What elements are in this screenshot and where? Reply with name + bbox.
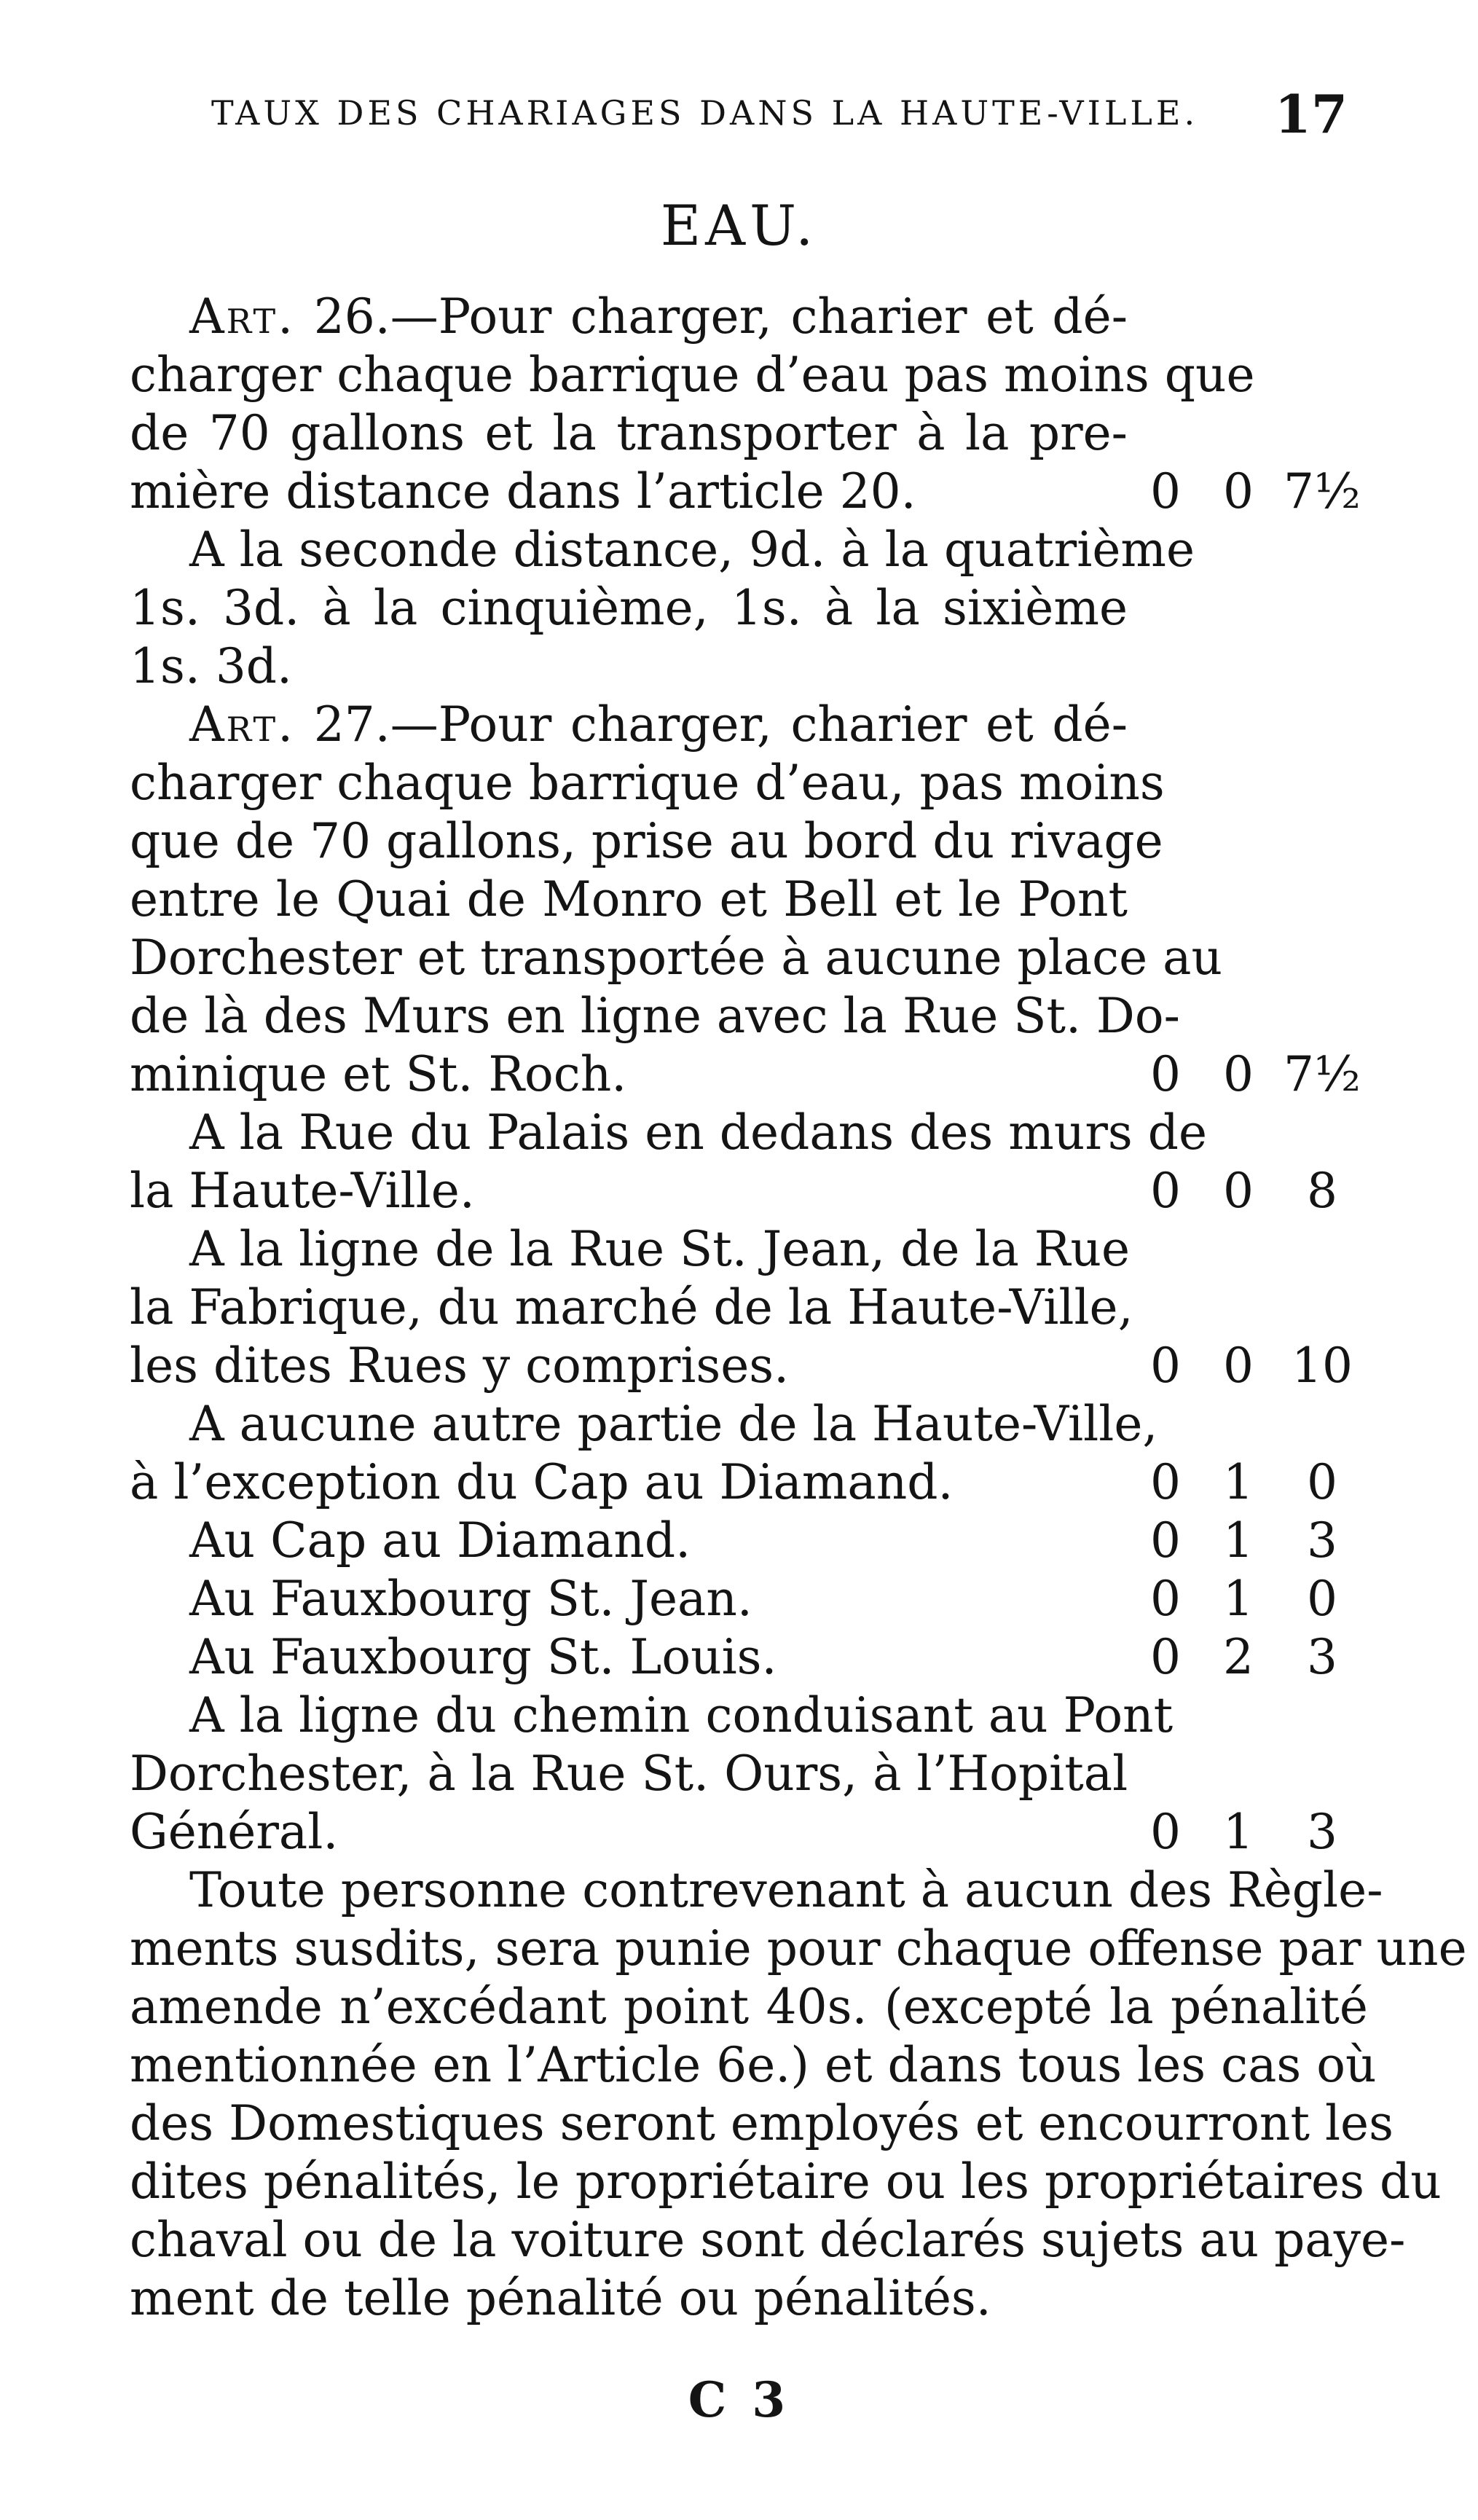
article-text: 26.—Pour charger, charier et dé- — [313, 288, 1128, 345]
penalty-line-6: dites pénalités, le propriétaire ou les propriétaires du — [130, 2154, 1442, 2210]
entry-stjean-line-3: les dites Rues y comprises. — [130, 1338, 790, 1394]
entry-chemin-line-2: Dorchester, à la Rue St. Ours, à l’Hopital — [130, 1746, 1128, 1802]
amount-shillings: 0 — [1223, 1338, 1254, 1394]
amount-shillings: 0 — [1223, 463, 1254, 519]
entry-fauxbourg-louis-amount — [1133, 1628, 1373, 1687]
art27-line-5: Dorchester et transportée à aucune place au — [130, 930, 1222, 986]
entry-other-amount — [1133, 1453, 1373, 1512]
amount-pence: 0 — [1307, 1571, 1337, 1627]
entry-palais-line-1: A la Rue du Palais en dedans des murs de — [189, 1104, 1208, 1161]
entry-palais-line-2: la Haute-Ville. — [130, 1163, 475, 1219]
entry-stjean-line-2: la Fabrique, du marché de la Haute-Ville, — [130, 1279, 1133, 1335]
amount-pounds: 0 — [1150, 1163, 1181, 1219]
section-title: EAU. — [660, 193, 818, 258]
penalty-line-1: Toute personne contrevenant à aucun des Règle- — [189, 1862, 1383, 1918]
amount-pounds: 0 — [1150, 1512, 1181, 1569]
art27-line-3: que de 70 gallons, prise au bord du rivage — [130, 813, 1163, 869]
entry-fauxbourg-louis-line-1: Au Fauxbourg St. Louis. — [189, 1629, 777, 1685]
penalty-line-5: des Domestiques seront employés et encourront les — [130, 2095, 1394, 2151]
amount-pence: 3 — [1307, 1804, 1337, 1860]
amount-shillings: 1 — [1223, 1804, 1254, 1860]
amount-shillings: 1 — [1223, 1454, 1254, 1510]
amount-pence: 7½ — [1284, 1046, 1361, 1102]
art27-line-4: entre le Quai de Monro et Bell et le Pont — [130, 871, 1128, 927]
entry-chemin-amount — [1133, 1803, 1373, 1861]
entry-palais-amount — [1133, 1162, 1373, 1220]
entry-stjean-line-1: A la ligne de la Rue St. Jean, de la Rue — [189, 1221, 1131, 1277]
entry-other-line-1: A aucune autre partie de la Haute-Ville, — [189, 1396, 1158, 1452]
art26-distance-line-2: 1s. 3d. à la cinquième, 1s. à la sixième — [130, 580, 1128, 636]
amount-pence: 10 — [1292, 1338, 1353, 1394]
art27-line-1 — [189, 696, 1128, 754]
penalty-line-3: amende n’excédant point 40s. (excepté la pénalité — [130, 1979, 1368, 2035]
amount-pence: 0 — [1307, 1454, 1337, 1510]
art27-line-2: charger chaque barrique d’eau, pas moins — [130, 755, 1165, 811]
running-head — [211, 83, 1348, 145]
amount-pence: 7½ — [1284, 463, 1361, 519]
amount-shillings: 0 — [1223, 1163, 1254, 1219]
amount-pence: 3 — [1307, 1512, 1337, 1569]
entry-fauxbourg-jean-line-1: Au Fauxbourg St. Jean. — [189, 1571, 752, 1627]
art26-distance-line-3: 1s. 3d. — [130, 638, 293, 694]
amount-shillings: 1 — [1223, 1512, 1254, 1569]
page-number: 17 — [1274, 83, 1348, 145]
penalty-line-4: mentionnée en l’Article 6e.) et dans tous les cas où — [130, 2037, 1377, 2093]
entry-chemin-line-3: Général. — [130, 1804, 339, 1860]
amount-pounds: 0 — [1150, 1629, 1181, 1685]
penalty-line-2: ments susdits, sera punie pour chaque offense par une — [130, 1920, 1467, 1977]
amount-pence: 3 — [1307, 1629, 1337, 1685]
entry-cap-line-1: Au Cap au Diamand. — [189, 1512, 691, 1569]
entry-stjean-amount — [1133, 1337, 1373, 1395]
entry-other-line-2: à l’exception du Cap au Diamand. — [130, 1454, 954, 1510]
amount-pounds: 0 — [1150, 1454, 1181, 1510]
art26-line-2: charger chaque barrique d’eau pas moins que — [130, 347, 1255, 403]
entry-fauxbourg-jean-amount — [1133, 1570, 1373, 1628]
art26-line-4: mière distance dans l’article 20. — [130, 463, 916, 519]
amount-pounds: 0 — [1150, 1046, 1181, 1102]
article-text: 27.—Pour charger, charier et dé- — [313, 696, 1128, 753]
penalty-line-7: chaval ou de la voiture sont déclarés sujets au paye- — [130, 2212, 1406, 2268]
penalty-line-8: ment de telle pénalité ou pénalités. — [130, 2270, 991, 2326]
art27-amount — [1133, 1045, 1373, 1104]
article-label: Art. — [189, 288, 296, 345]
amount-pence: 8 — [1307, 1163, 1337, 1219]
amount-pounds: 0 — [1150, 1571, 1181, 1627]
amount-pounds: 0 — [1150, 1804, 1181, 1860]
art26-distance-line-1: A la seconde distance, 9d. à la quatrième — [189, 522, 1195, 578]
amount-shillings: 2 — [1223, 1629, 1254, 1685]
art26-amount — [1133, 463, 1373, 521]
entry-cap-amount — [1133, 1512, 1373, 1570]
art26-line-1 — [189, 288, 1128, 346]
running-title: TAUX DES CHARIAGES DANS LA HAUTE-VILLE. — [211, 93, 1199, 133]
art27-line-7: minique et St. Roch. — [130, 1046, 627, 1102]
amount-pounds: 0 — [1150, 1338, 1181, 1394]
amount-shillings: 0 — [1223, 1046, 1254, 1102]
art27-line-6: de là des Murs en ligne avec la Rue St. Do- — [130, 988, 1180, 1044]
entry-chemin-line-1: A la ligne du chemin conduisant au Pont — [189, 1687, 1174, 1743]
amount-shillings: 1 — [1223, 1571, 1254, 1627]
art26-line-3: de 70 gallons et la transporter à la pre- — [130, 405, 1128, 461]
amount-pounds: 0 — [1150, 463, 1181, 519]
article-label: Art. — [189, 696, 296, 753]
signature-mark: C 3 — [688, 2371, 790, 2428]
